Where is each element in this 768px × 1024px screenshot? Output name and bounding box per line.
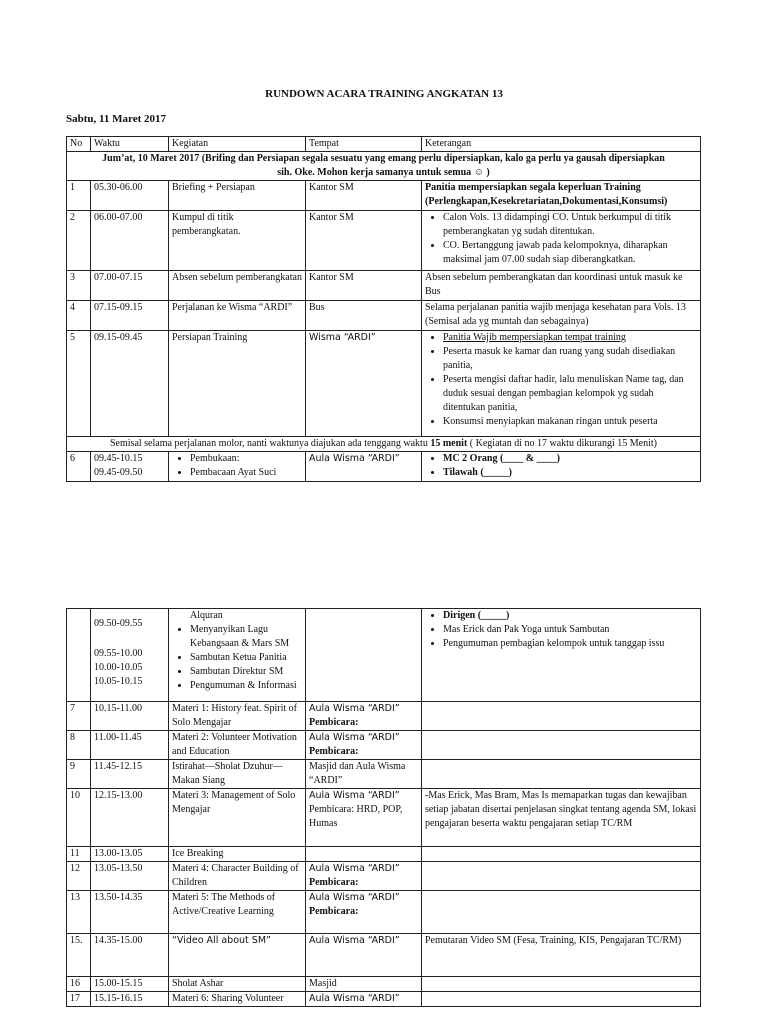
row-no: 4 <box>67 301 91 331</box>
row-note: Selama perjalanan panitia wajib menjaga kesehatan para Vols. 13 (Semisal ada yg muntah dan sebagainya) <box>422 301 701 331</box>
row-activity: Materi 1: History feat. Spirit of Solo Mengajar <box>169 702 306 731</box>
row-activity: Materi 6: Sharing Volunteer <box>169 992 306 1007</box>
row-note <box>422 847 701 862</box>
notice-bold: 15 menit <box>430 438 468 449</box>
notice-tail: ( Kegiatan di no 17 waktu dikurangi 15 Menit) <box>467 438 657 449</box>
speaker-label: Pembicara: <box>309 906 359 917</box>
table-row <box>67 271 701 301</box>
row-no: 9 <box>67 760 91 789</box>
row-activity: Kumpul di titik pemberangkatan. <box>169 211 306 271</box>
speaker-label: Pembicara: HRD, POP, Humas <box>309 804 403 829</box>
table-row <box>67 847 701 862</box>
row-activities <box>169 609 306 702</box>
note-item: • Peserta mengisi daftar hadir, lalu menuliskan Name tag, dan duduk sesuai dengan pembagian kelompok yg sudah ditentukan panitia, <box>443 373 697 415</box>
row-note <box>422 891 701 934</box>
row-place: Aula Wisma “ARDI” <box>306 934 422 977</box>
row-place <box>306 891 422 934</box>
rundown-table-page1 <box>66 136 701 482</box>
row-activity: Materi 4: Character Building of Children <box>169 862 306 891</box>
activity-item: • Pembacaan Ayat Suci <box>190 466 302 480</box>
banner-row <box>67 152 701 181</box>
place-name: Aula Wisma “ARDI” <box>309 732 400 743</box>
row-time: 06.00-07.00 <box>91 211 169 271</box>
activity-item: • Menyanyikan Lagu Kebangsaan & Mars SM <box>190 623 302 651</box>
row-activity: Materi 3: Management of Solo Mengajar <box>169 789 306 847</box>
row-activity: Sholat Ashar <box>169 977 306 992</box>
row-notes <box>422 211 701 271</box>
time-line: 09.50-09.55 <box>94 618 143 629</box>
time-line: 10.05-10.15 <box>94 676 143 687</box>
row-no: 5 <box>67 331 91 437</box>
row-times <box>91 609 169 702</box>
row-note <box>422 702 701 731</box>
time-line: 09.55-10.00 <box>94 648 143 659</box>
note-item: • Mas Erick dan Pak Yoga untuk Sambutan <box>443 623 697 637</box>
note-item: • Pengumuman pembagian kelompok untuk tanggap issu <box>443 637 697 651</box>
row-no: 11 <box>67 847 91 862</box>
row-notes <box>422 331 701 437</box>
row-place <box>306 847 422 862</box>
speaker-label: Pembicara: <box>309 877 359 888</box>
row-note <box>422 731 701 760</box>
row-place <box>306 789 422 847</box>
banner-line2: sih. Oke. Mohon kerja samanya untuk semua ☺ ) <box>277 167 490 178</box>
table-row <box>67 760 701 789</box>
row-place: Kantor SM <box>306 181 422 211</box>
row-time: 05.30-06.00 <box>91 181 169 211</box>
header-place: Tempat <box>306 137 422 152</box>
row-activity: Persiapan Training <box>169 331 306 437</box>
row-time: 10.15-11.00 <box>91 702 169 731</box>
row-time: 07.00-07.15 <box>91 271 169 301</box>
place-name: Aula Wisma “ARDI” <box>309 790 400 801</box>
row-note: Absen sebelum pemberangkatan dan koordinasi untuk masuk ke Bus <box>422 271 701 301</box>
table-header-row <box>67 137 701 152</box>
row-place: Aula Wisma “ARDI” <box>306 452 422 482</box>
row-time: 13.05-13.50 <box>91 862 169 891</box>
table-row <box>67 862 701 891</box>
row-time <box>91 452 169 482</box>
header-no: No <box>67 137 91 152</box>
row-place <box>306 862 422 891</box>
row-place: Aula Wisma “ARDI” <box>306 992 422 1007</box>
row-activity: Materi 5: The Methods of Active/Creative Learning <box>169 891 306 934</box>
note-item: • Dirigen (_____) <box>443 609 697 623</box>
document-title: RUNDOWN ACARA TRAINING ANGKATAN 13 <box>265 88 503 100</box>
row-place: Masjid <box>306 977 422 992</box>
row-time: 12.15-13.00 <box>91 789 169 847</box>
speaker-label: Pembicara: <box>309 746 359 757</box>
table-row <box>67 181 701 211</box>
activity-item: • Pengumuman & Informasi <box>190 679 302 693</box>
notice-text: Semisal selama perjalanan molor, nanti waktunya diajukan ada tenggang waktu <box>110 438 431 449</box>
row-no <box>67 609 91 702</box>
row-place: Wisma “ARDI” <box>306 331 422 437</box>
document-date: Sabtu, 11 Maret 2017 <box>66 113 167 125</box>
row-note <box>422 992 701 1007</box>
row-place: Masjid dan Aula Wisma “ARDI” <box>306 760 422 789</box>
row-activity: “Video All about SM” <box>169 934 306 977</box>
row-place <box>306 702 422 731</box>
row-no: 17 <box>67 992 91 1007</box>
row-no: 1 <box>67 181 91 211</box>
row-activity: Materi 2: Volunteer Motivation and Education <box>169 731 306 760</box>
activity-item: • Pembukaan: <box>190 452 302 466</box>
activity-item: • Sambutan Ketua Panitia <box>190 651 302 665</box>
header-notes: Keterangan <box>422 137 701 152</box>
row-activity: Absen sebelum pemberangkatan <box>169 271 306 301</box>
note-item: • Konsumsi menyiapkan makanan ringan untuk peserta <box>443 415 697 429</box>
note-item: • Calon Vols. 13 didampingi CO. Untuk berkumpul di titik pemberangkatan yg sudah ditentukan. <box>443 211 697 239</box>
row-time: 07.15-09.15 <box>91 301 169 331</box>
table-row <box>67 934 701 977</box>
time-line: 09.45-09.50 <box>94 467 143 478</box>
note-item: • Tilawah (_____) <box>443 466 697 480</box>
place-name: Aula Wisma “ARDI” <box>309 863 400 874</box>
table-row <box>67 702 701 731</box>
row-time: 13.50-14.35 <box>91 891 169 934</box>
table-row <box>67 609 701 702</box>
row-activity: Ice Breaking <box>169 847 306 862</box>
note-item: • CO. Bertanggung jawab pada kelompoknya, diharapkan maksimal jam 07.00 sudah siap diberangkatkan. <box>443 239 697 267</box>
row-place <box>306 609 422 702</box>
rundown-table-page2 <box>66 608 701 1007</box>
row-no: 6 <box>67 452 91 482</box>
row-note: -Mas Erick, Mas Bram, Mas Is memaparkan tugas dan kewajiban setiap jabatan disertai penjelasan singkat tentang agenda SM, lokasi pengajaran beserta waktu pengajaran setiap TC/RM <box>422 789 701 847</box>
notice-row <box>67 437 701 452</box>
header-activity: Kegiatan <box>169 137 306 152</box>
table-row <box>67 992 701 1007</box>
speaker-label: Pembicara: <box>309 717 359 728</box>
row-no: 12 <box>67 862 91 891</box>
row-time: 11.45-12.15 <box>91 760 169 789</box>
row-note: Pemutaran Video SM (Fesa, Training, KIS, Pengajaran TC/RM) <box>422 934 701 977</box>
table-row <box>67 891 701 934</box>
table-row <box>67 789 701 847</box>
row-note <box>422 977 701 992</box>
table-row <box>67 731 701 760</box>
row-note <box>422 862 701 891</box>
row-note <box>422 760 701 789</box>
table-row <box>67 301 701 331</box>
row-notes <box>422 452 701 482</box>
table-row <box>67 211 701 271</box>
row-no: 16 <box>67 977 91 992</box>
row-no: 2 <box>67 211 91 271</box>
row-time: 13.00-13.05 <box>91 847 169 862</box>
row-note: Panitia mempersiapkan segala keperluan Training (Perlengkapan,Kesekretariatan,Dokumentasi,Konsumsi) <box>422 181 701 211</box>
row-activity: Briefing + Persiapan <box>169 181 306 211</box>
table-row <box>67 452 701 482</box>
row-activity: Perjalanan ke Wisma “ARDI” <box>169 301 306 331</box>
time-line: 10.00-10.05 <box>94 662 143 673</box>
activity-continued: Alquran <box>190 610 223 621</box>
row-activities <box>169 452 306 482</box>
row-time: 15.00-15.15 <box>91 977 169 992</box>
place-name: Aula Wisma “ARDI” <box>309 892 400 903</box>
row-place: Bus <box>306 301 422 331</box>
row-no: 7 <box>67 702 91 731</box>
row-time: 09.15-09.45 <box>91 331 169 437</box>
header-time: Waktu <box>91 137 169 152</box>
row-no: 15. <box>67 934 91 977</box>
row-time: 15.15-16.15 <box>91 992 169 1007</box>
note-item: • Panitia Wajib mempersiapkan tempat training <box>443 331 697 345</box>
row-notes <box>422 609 701 702</box>
time-line: 09.45-10.15 <box>94 453 143 464</box>
row-place: Kantor SM <box>306 271 422 301</box>
place-name: Aula Wisma “ARDI” <box>309 703 400 714</box>
table-row <box>67 977 701 992</box>
row-no: 8 <box>67 731 91 760</box>
row-no: 3 <box>67 271 91 301</box>
row-no: 13 <box>67 891 91 934</box>
row-activity: Istirahat—Sholat Dzuhur—Makan Siang <box>169 760 306 789</box>
row-place: Kantor SM <box>306 211 422 271</box>
banner-line1: Jum’at, 10 Maret 2017 (Brifing dan Persiapan segala sesuatu yang emang perlu dipersiapkan, kalo ga perlu ya gausah dipersiapkan <box>102 153 665 164</box>
table-row <box>67 331 701 437</box>
row-time: 11.00-11.45 <box>91 731 169 760</box>
note-item: • MC 2 Orang (____ & ____) <box>443 452 697 466</box>
row-place <box>306 731 422 760</box>
row-no: 10 <box>67 789 91 847</box>
note-item: • Peserta masuk ke kamar dan ruang yang sudah disediakan panitia, <box>443 345 697 373</box>
activity-item: • Sambutan Direktur SM <box>190 665 302 679</box>
row-time: 14.35-15.00 <box>91 934 169 977</box>
